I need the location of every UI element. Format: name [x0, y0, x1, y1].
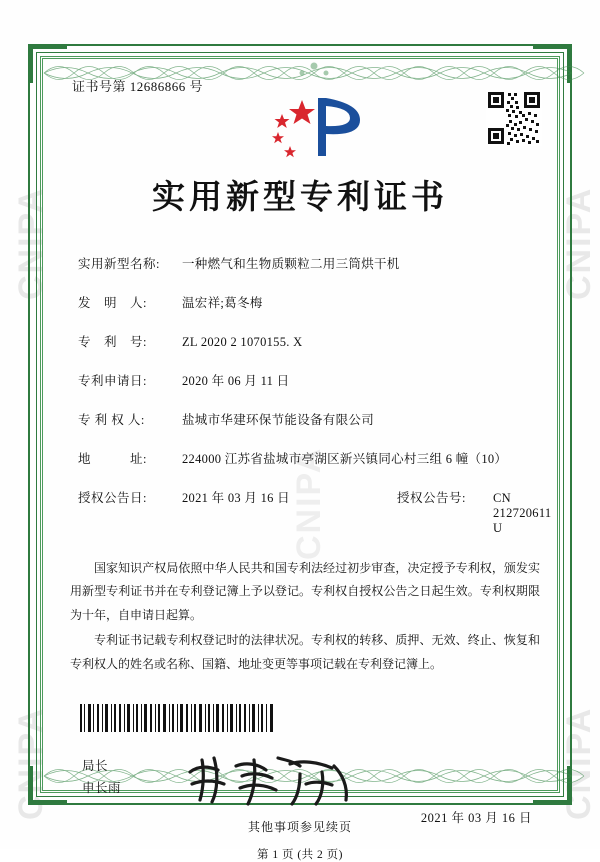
page-number: 第 1 页 (共 2 页)	[256, 848, 344, 861]
field-row-grant-announcement	[78, 488, 552, 536]
field-value: 一种燃气和生物质颗粒二用三筒烘干机	[182, 257, 400, 271]
legal-text	[52, 557, 548, 676]
field-label: 专 利 号:	[78, 335, 147, 349]
barcode	[80, 704, 276, 732]
watermark-text: CNIPA	[12, 706, 50, 820]
field-label: 实用新型名称:	[78, 257, 160, 271]
footer-note: 其他事项参见续页	[247, 820, 352, 834]
field-row-patent-number	[78, 332, 548, 350]
field-row-inventor	[78, 293, 548, 311]
field-value: ZL 2020 2 1070155. X	[182, 335, 303, 349]
field-row-application-date	[78, 371, 548, 389]
handwritten-signature-icon	[182, 752, 372, 812]
watermark-text: CNIPA	[12, 186, 50, 300]
field-label-grant-number: 授权公告号:	[397, 491, 466, 505]
page-title: 实用新型专利证书	[152, 177, 448, 216]
field-label: 地 址:	[78, 452, 147, 466]
field-value: 温宏祥;葛冬梅	[182, 296, 263, 310]
field-row-address	[78, 449, 548, 467]
certificate-number: 证书号第 12686866 号	[72, 79, 204, 94]
field-row-utility-model-name	[78, 254, 548, 272]
cnipa-logo-icon	[268, 94, 364, 160]
certificate-content	[52, 76, 552, 862]
watermark-text: CNIPA	[290, 446, 328, 560]
field-value: 224000 江苏省盐城市亭湖区新兴镇同心村三组 6 幢（10）	[182, 452, 508, 466]
field-value: 盐城市华建环保节能设备有限公司	[182, 413, 375, 427]
signature-role-label: 局长	[82, 758, 109, 773]
legal-paragraph-1: 国家知识产权局依照中华人民共和国专利法经过初步审查，决定授予专利权，颁发实用新型专利证书并在专利登记簿上予以登记。专利权自授权公告之日起生效。专利权期限为十年，自申请日起算。	[70, 561, 540, 622]
legal-paragraph-2: 专利证书记载专利权登记时的法律状况。专利权的转移、质押、无效、终止、恢复和专利权人的姓名或名称、国籍、地址变更等事项记载在专利登记簿上。	[70, 633, 540, 671]
field-value: 2020 年 06 月 11 日	[182, 374, 290, 388]
watermark-text: CNIPA	[560, 186, 598, 300]
field-list	[52, 254, 552, 536]
signature-name-label: 申长雨	[82, 780, 122, 795]
qr-code	[486, 90, 542, 146]
signature-date: 2021 年 03 月 16 日	[420, 810, 532, 825]
field-value-grant-date: 2021 年 03 月 16 日	[182, 491, 290, 505]
field-label: 发 明 人:	[78, 296, 147, 310]
field-label-grant-date: 授权公告日:	[78, 491, 147, 505]
field-row-patentee	[78, 410, 548, 428]
field-value-grant-number: CN 212720611 U	[493, 491, 552, 535]
watermark-text: CNIPA	[560, 706, 598, 820]
field-label: 专 利 权 人:	[78, 413, 145, 427]
field-label: 专利申请日:	[78, 374, 147, 388]
